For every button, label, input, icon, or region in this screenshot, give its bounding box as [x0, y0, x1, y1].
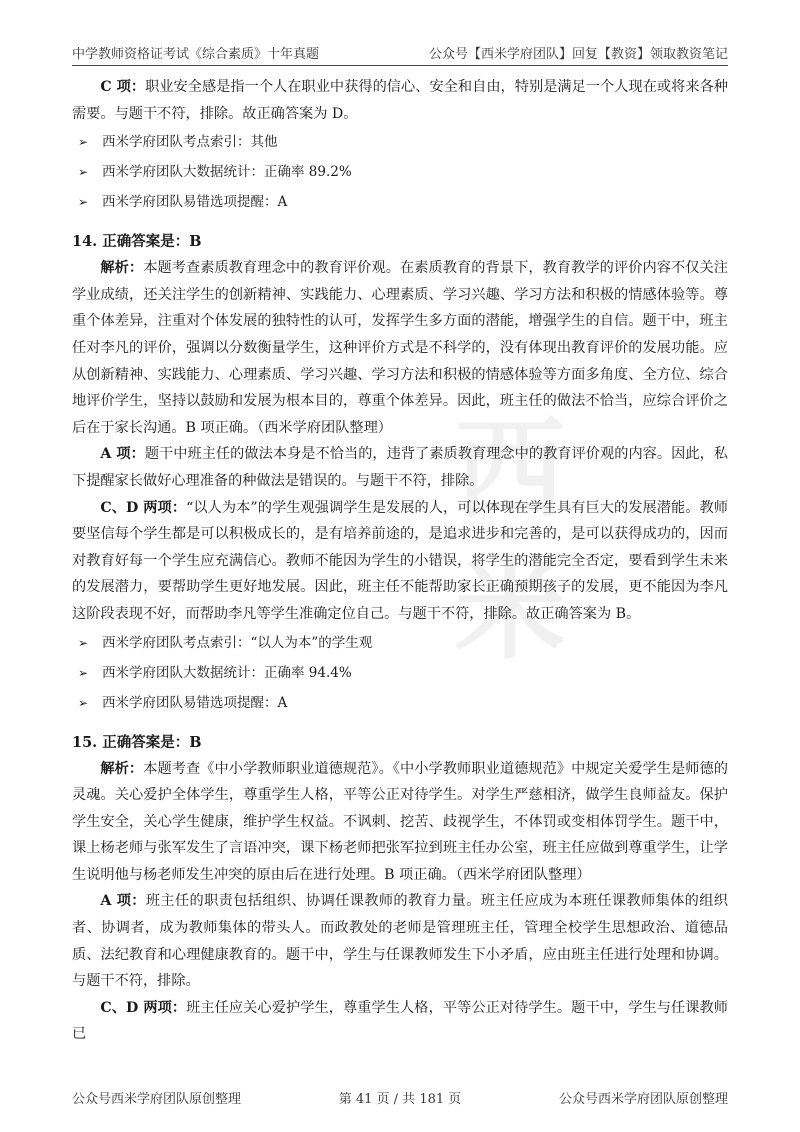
page-content [72, 74, 728, 1048]
bullet-item: ➢ 西米学府团队易错选项提醒：A [72, 187, 728, 217]
arrow-bullet-icon: ➢ [78, 665, 89, 680]
watermark: 西米 [455, 406, 565, 674]
arrow-bullet-icon: ➢ [78, 195, 89, 210]
page-number: 第 41 页 / 共 181 页 [338, 1092, 462, 1107]
paragraph-analysis: 解析：本题考查素质教育理念中的教育评价观。在素质教育的背景下，教育教学的评价内容不仅关注学业成绩，还关注学生的创新精神、实践能力、心理素质、学习兴趣、学习方法和积极的情感体验等。尊重个体差异，注重对个体发展的独特性的认可，发挥学生多方面的潜能，增强学生的自信。题干中，班主任对李凡的评价，强调以分数衡量学生，这种评价方式是不科学的，没有体现出教育评价的发展功能。应从创新精神、实践能力、心理素质、学习兴趣、学习方法和积极的情感体验等方面多角度、全方位、综合地评价学生，坚持以鼓励和发展为根本目的，尊重个体差异。因此，班主任的做法不恰当，应综合评价之后在于家长沟通。B 项正确。（西米学府团队整理） [72, 260, 728, 436]
bullet-item: ➢ 西米学府团队考点索引：其他 [72, 127, 728, 157]
paragraph-a-option: A 项：班主任的职责包括组织、协调任课教师的教育力量。班主任应成为本班任课教师集体的组织者、协调者，成为教师集体的带头人。而政教处的老师是管理班主任，管理全校学生思想政治、道德品质、法纪教育和心理健康教育的。题干中，学生与任课教师发生下小矛盾，应由班主任进行处理和协调。与题干不符，排除。 [72, 893, 728, 990]
arrow-bullet-icon: ➢ [78, 635, 89, 650]
bullet-item: ➢ 西米学府团队考点索引：“以人为本”的学生观 [72, 628, 728, 658]
paragraph-analysis: 解析：本题考查《中小学教师职业道德规范》。《中小学教师职业道德规范》中规定关爱学生是师德的灵魂。关心爱护全体学生，尊重学生人格，平等公正对待学生。对学生严慈相济，做学生良师益友。保护学生安全，关心学生健康，维护学生权益。不讽刺、挖苦、歧视学生，不体罚或变相体罚学生。题干中，课上杨老师与张军发生了言语冲突，课下杨老师把张军拉到班主任办公室，班主任应做到尊重学生，让学生说明他与杨老师发生冲突的原由后在进行处理。B 项正确。（西米学府团队整理） [72, 760, 728, 883]
bullet-item: ➢ 西米学府团队易错选项提醒：A [72, 688, 728, 718]
paragraph-c-option: C 项：职业安全感是指一个人在职业中获得的信心、安全和自由，特别是满足一个人现在或将来各种需要。与题干不符，排除。故正确答案为 D。 [72, 79, 728, 122]
paragraph-cd-options: C、D 两项：班主任应关心爱护学生，尊重学生人格，平等公正对待学生。题干中，学生与任课教师已 [72, 999, 728, 1043]
page-header [72, 40, 728, 66]
page-footer [72, 1088, 728, 1107]
header-right: 公众号【西米学府团队】回复【教资】领取教资笔记 [428, 47, 728, 62]
paragraph-a-option: A 项：题干中班主任的做法本身是不恰当的，违背了素质教育理念中的教育评价观的内容。因此，私下提醒家长做好心理准备的种做法是错误的。与题干不符，排除。 [72, 446, 728, 489]
paragraph-cd-options: C、D 两项：“以人为本”的学生观强调学生是发展的人，可以体现在学生具有巨大的发展潜能。教师要坚信每个学生都是可以积极成长的，是有培养前途的，是追求进步和完善的，是可以获得成功的，因而对教育好每一个学生应充满信心。教师不能因为学生的小错误，将学生的潜能完全否定，要看到学生未来的发展潜力，要帮助学生更好地发展。因此，班主任不能帮助家长正确预期孩子的发展，更不能因为李凡这阶段表现不好，而帮助李凡等学生准确定位自己。与题干不符，排除。故正确答案为 B。 [72, 499, 728, 622]
footer-left: 公众号西米学府团队原创整理 [72, 1092, 242, 1107]
bullet-item: ➢ 西米学府团队大数据统计：正确率 94.4% [72, 658, 728, 688]
question-15-heading: 15. 正确答案是：B [72, 733, 202, 751]
footer-right: 公众号西米学府团队原创整理 [558, 1092, 728, 1107]
arrow-bullet-icon: ➢ [78, 695, 89, 710]
arrow-bullet-icon: ➢ [78, 135, 89, 150]
bullet-item: ➢ 西米学府团队大数据统计：正确率 89.2% [72, 157, 728, 187]
question-14-heading: 14. 正确答案是：B [72, 233, 202, 251]
arrow-bullet-icon: ➢ [78, 165, 89, 180]
header-left: 中学教师资格证考试《综合素质》十年真题 [72, 47, 320, 62]
